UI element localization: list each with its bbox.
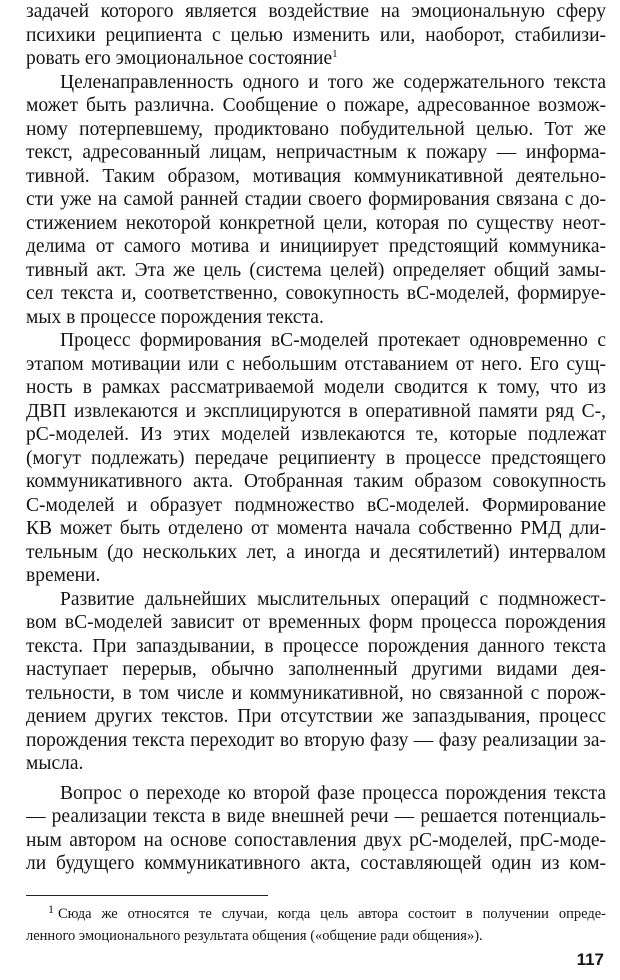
text-line: психики реципиента с целью изменить или, наоборот, стабилизи-	[26, 24, 606, 46]
text-line: сел текста и, соответственно, совокупность вС-моделей, формируе-	[26, 283, 606, 304]
text-line: ли будущего коммуникативного акта, составляющей один из ком-	[26, 853, 606, 874]
text-line: ному потерпевшему, продиктовано побудительной целью. Тот же	[26, 118, 606, 140]
text-line: ность в рамках рассматриваемой модели сводится к тому, что из	[26, 377, 606, 398]
text-line: Развитие дальнейших мыслительных операций с подмножест-	[60, 588, 606, 610]
paragraph-3	[26, 329, 606, 588]
footnote-marker: 1	[48, 903, 54, 916]
text-line: задачей которого является воздействие на эмоциональную сферу	[26, 1, 606, 22]
text-line: текста. При запаздывании, в процессе порождения данного текста	[26, 635, 606, 657]
text-line: тивной. Таким образом, мотивация коммуникативной деятельно-	[26, 165, 606, 187]
text-line: тельным (до нескольких лет, а иногда и десятилетий) интервалом	[26, 541, 606, 563]
text-line: Вопрос о переходе ко второй фазе процесса порождения текста	[60, 782, 606, 804]
text-line: С-моделей и образует подмножество вС-моделей. Формирование	[26, 494, 606, 516]
text-line: порождения текста переходит во вторую фазу — фазу реализации за-	[26, 729, 606, 751]
paragraph-1	[26, 0, 606, 71]
text-line: ДВП извлекаются и эксплицируются в оперативной памяти ряд С-,	[26, 400, 606, 422]
text-line: тельности, в том числе и коммуникативной, но связанной с порож-	[26, 682, 606, 704]
text-line: этапом мотивации или с небольшим отставанием от него. Его сущ-	[26, 353, 606, 375]
text-line: дением других текстов. При отсутствии же запаздывания, процесс	[26, 706, 606, 727]
text-line: делима от самого мотива и инициирует предстоящий коммуника-	[26, 236, 606, 257]
text-line: коммуникативного акта. Отобранная таким образом совокупность	[26, 471, 606, 492]
text-line-content: ровать его эмоциональное состояние	[26, 48, 333, 69]
paragraph-5	[26, 782, 606, 876]
footnote	[26, 903, 606, 947]
text-line: наступает перерыв, обычно заполненный другими видами дея-	[26, 659, 606, 680]
text-line: стижением некоторой конкретной цели, которая по существу неот-	[26, 212, 606, 234]
text-line: КВ может быть отделено от момента начала собственно РМД дли-	[26, 518, 606, 539]
text-line: ным автором на основе сопоставления двух рС-моделей, прС-моде-	[26, 829, 606, 851]
text-line: Целенаправленность одного и того же содержательного текста	[60, 71, 606, 93]
text-line: сти уже на самой ранней стадии своего формирования связана с до-	[26, 189, 606, 210]
page-number: 117	[576, 950, 604, 969]
text-line: тивный акт. Эта же цель (система целей) определяет общий замы-	[26, 259, 606, 281]
footnote-line	[26, 903, 606, 925]
text-line: (могут подлежать) передаче реципиенту в процессе предстоящего	[26, 447, 606, 469]
text-line	[26, 47, 606, 71]
text-line: — реализации текста в виде внешней речи — решается потенциаль-	[26, 806, 606, 827]
footnote-line: ленного эмоционального результата общения («общение ради общения»).	[26, 928, 483, 944]
text-line: может быть различна. Сообщение о пожаре, адресованное возмож-	[26, 95, 606, 116]
text-line: мысла.	[26, 753, 84, 774]
body-text	[26, 0, 606, 876]
text-line: текст, адресованный лицам, непричастным к пожару — информа-	[26, 142, 606, 163]
text-line: Процесс формирования вС-моделей протекает одновременно с	[60, 330, 606, 351]
paragraph-2	[26, 71, 606, 330]
text-line: времени.	[26, 565, 101, 586]
text-line: рС-моделей. Из этих моделей извлекаются те, которые подлежат	[26, 424, 606, 445]
paragraph-4	[26, 588, 606, 776]
footnote-line-content: Сюда же относятся те случаи, когда цель автора состоит в получении опреде-	[58, 906, 606, 922]
text-line: вом вС-моделей зависит от временных форм процесса порождения	[26, 612, 606, 633]
footnote-reference: 1	[332, 48, 338, 60]
footnote-separator	[26, 895, 268, 896]
text-line: мых в процессе порождения текста.	[26, 306, 324, 328]
